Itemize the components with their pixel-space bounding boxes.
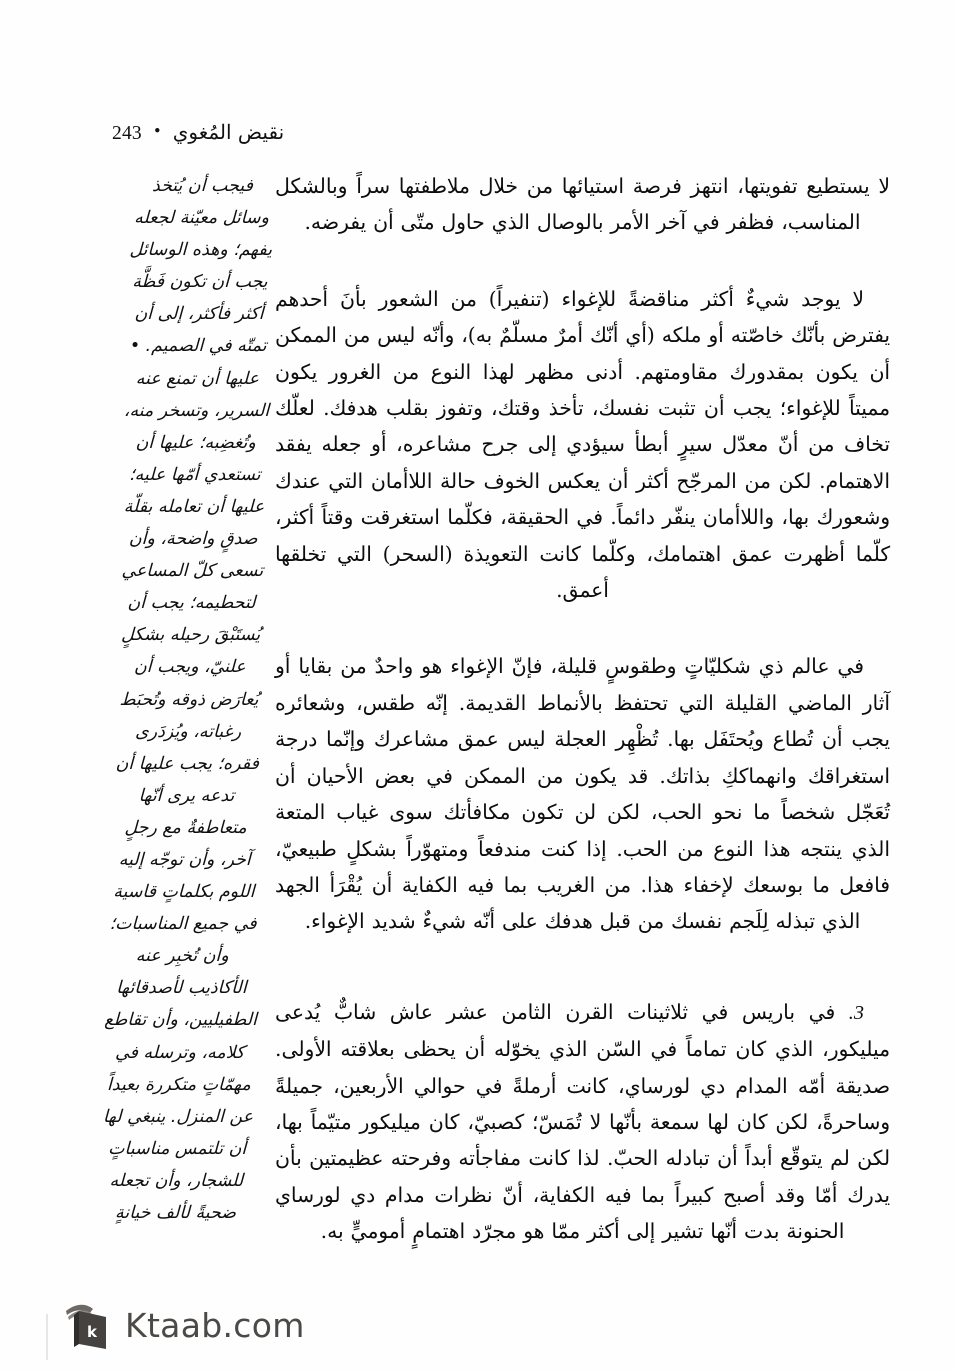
- watermark-label: Ktaab.com: [125, 1305, 305, 1345]
- margin-note-line: صدقٍ واضحة، وأن: [128, 529, 258, 550]
- margin-note-line: تستعدي أمّها عليه؛: [128, 464, 261, 485]
- margin-note-line: في جميع المناسبات؛: [109, 914, 257, 935]
- page-number: 243: [112, 123, 142, 144]
- svg-text:k: k: [87, 1323, 97, 1341]
- margin-note-line: علنيّ، ويجب أن: [133, 657, 246, 678]
- site-watermark[interactable]: [62, 1294, 305, 1356]
- margin-note-line: لتحطيمه؛ يجب أن: [127, 593, 256, 614]
- margin-note-line: تمتّه في الصميم. •: [129, 336, 267, 357]
- margin-note-line: للشجار، وأن تجعله: [109, 1170, 244, 1191]
- margin-note-line: أكثر فأكثر، إلى أن: [134, 304, 264, 325]
- paragraph-4-text: في باريس في ثلاثينات القرن الثامن عشر عاش شابٌّ يُدعى ميليكور، الذي كان تماماً في السّن الذي يخوّله أن يحظى بعلاقته الأولى. صديقة أمّه المدام دي لورساي، كانت أرملةً في حوالي الأربعين، جميلةً وساحرةً، لكن كان لها سمعة بأنّها لا تُمَسّ؛ كصبيّ، كان ميليكور متيّماً بها، لكن لم يتوقّع أبداً أن تبادله الحبّ. لذا كانت مفاجأته وفرحته عظيمتين بأن يدرك أمّا وقد أصبح كبيراً بما فيه الكفاية، أنّ نظرات مدام دي لورساي الحنونة بدت أنّها تشير إلى أكثر ممّا هو مجرّد اهتمامٍ أموميٍّ به.: [275, 999, 890, 1244]
- margin-note-line: كلامه، وترسله في: [114, 1042, 245, 1063]
- book-icon: [62, 1297, 114, 1353]
- margin-note-line: أن تلتمس مناسباتٍ: [107, 1138, 247, 1159]
- running-head-title: نقيض المُغوي: [172, 120, 285, 144]
- margin-note-line: يُستَبْقَ رحيله بشكلٍ: [120, 625, 261, 646]
- paragraph-3: في عالم ذي شكليّاتٍ وطقوسٍ قليلة، فإنّ الإغواء هو واحدٌ من بقايا أو آثار الماضي القليلة التي تحتفظ بالأنماط القديمة. إنّه طقس، وشعائره يجب أن تُطاع ويُحتَفَل بها. تُظْهِر العجلة ليس عمق مشاعرك وإنّما درجة استغراقك وانهماككِ بذاتك. قد يكون من الممكن في بعض الأحيان أن تُعَجّل شخصاً ما نحو الحب، لكن لن تكون مكافأتك سوى غياب المتعة الذي ينتجه هذا النوع من الحب. إذا كنت مندفعاً ومتهوّراً بشكلٍ طبيعيّ، فافعل ما بوسعك لإخفاء هذا. من الغريب بما فيه الكفاية أن يُقْرَأ الجهد الذي تبذله لِلَجم نفسك من قبل هدفك على أنّه شيءٌ شديد الإغواء.: [275, 654, 890, 934]
- paragraph-gap: [275, 265, 890, 281]
- margin-note-line: تدعه يرى أنّها: [138, 785, 235, 806]
- margin-note-line: ضحيةً لألف خيانةٍ: [114, 1203, 237, 1223]
- margin-note-line: الأكاذيب لأصدقائها: [115, 978, 247, 999]
- running-head: [112, 122, 532, 156]
- margin-note-line: وسائل معيّنة لجعله: [133, 208, 270, 229]
- margin-note-line: رغباته، ويُزدَرى: [134, 721, 242, 742]
- margin-note-line: السرير، وتسخر منه،: [123, 400, 270, 421]
- margin-note-line: وأن تُخبِر عنه: [135, 946, 229, 967]
- list-number: 3.: [848, 1001, 864, 1024]
- margin-note-line: الطفيليين، وأن تقاطع: [104, 1010, 258, 1031]
- margin-note-line: اللوم بكلماتٍ قاسية: [112, 882, 255, 903]
- page-edge-shadow: [46, 1314, 48, 1360]
- margin-note-line: يجب أن تكون فَظَّة: [131, 272, 268, 293]
- margin-note-line: يفهم؛ وهذه الوسائل: [129, 240, 273, 261]
- main-text-column: [275, 168, 890, 1274]
- margin-note-line: آخر، وأن توجّه إليه: [118, 849, 252, 870]
- paragraph-4-numbered: [275, 994, 890, 1250]
- margin-note-line: عن المنزل. ينبغي لها: [102, 1106, 254, 1127]
- margin-note-line: عليها أن تعامله بقلّة: [123, 496, 265, 517]
- margin-note-line: فقره؛ يجب عليها أن: [115, 753, 260, 774]
- paragraph-gap: [275, 964, 890, 994]
- paragraph-1: لا يستطيع تفويتها، انتهز فرصة استيائها من خلال ملاطفتها سراً وبالشكل المناسب، فظفر في آخر الأمر بالوصال الذي حاول متّى أن يفرضه.: [275, 174, 890, 235]
- margin-note-line: عليها أن تمنع عنه: [135, 368, 260, 389]
- margin-note-line: متعاطفةٌ مع رجلٍ: [124, 817, 247, 838]
- margin-note: [86, 170, 292, 1229]
- paragraph-gap: [275, 632, 890, 648]
- paragraph-2: لا يوجد شيءٌ أكثر مناقضةً للإغواء (تنفيراً) من الشعور بأنَ أحدهم يفترض بأنّك خاصّته أو ملكه (أي أنّك أمرٌ مسلّمٌ به)، وأنّه ليس من الممكن أن يكون بمقدورك مقاومتهم. أدنى مظهر لهذا النوع من الغرور يكون مميتاً للإغواء؛ يجب أن تثبت نفسك، تأخذ وقتك، وتفوز بقلب هدفك. لعلّك تخاف من أنّ معدّل سيرٍ أبطأ سيؤدي إلى جرح مشاعره، أو جعله يفقد الاهتمام. لكن من المرجّح أكثر أن يعكس الخوف حالة اللاأمان التي عندك وشعورك بها، واللاأمان ينفّر دائماً. في الحقيقة، فكلّما استغرقت وقتاً أكثر، كلّما أظهرت عمق اهتمامك، وكلّما كانت التعويذة (السحر) التي تخلقها أعمق.: [275, 286, 890, 603]
- page-body: [100, 168, 890, 1258]
- margin-note-line: وتُغضِبه؛ عليها أن: [135, 432, 257, 453]
- margin-note-line: يُعارَض ذوقه وتُحبَط: [119, 689, 259, 710]
- running-head-separator: •: [152, 122, 162, 140]
- margin-note-line: مهمّاتٍ متكررة بعيداً: [106, 1074, 252, 1095]
- margin-note-line: تسعى كلّ المساعي: [121, 561, 264, 582]
- margin-note-line: فيجب أن يُتخذ: [151, 176, 254, 196]
